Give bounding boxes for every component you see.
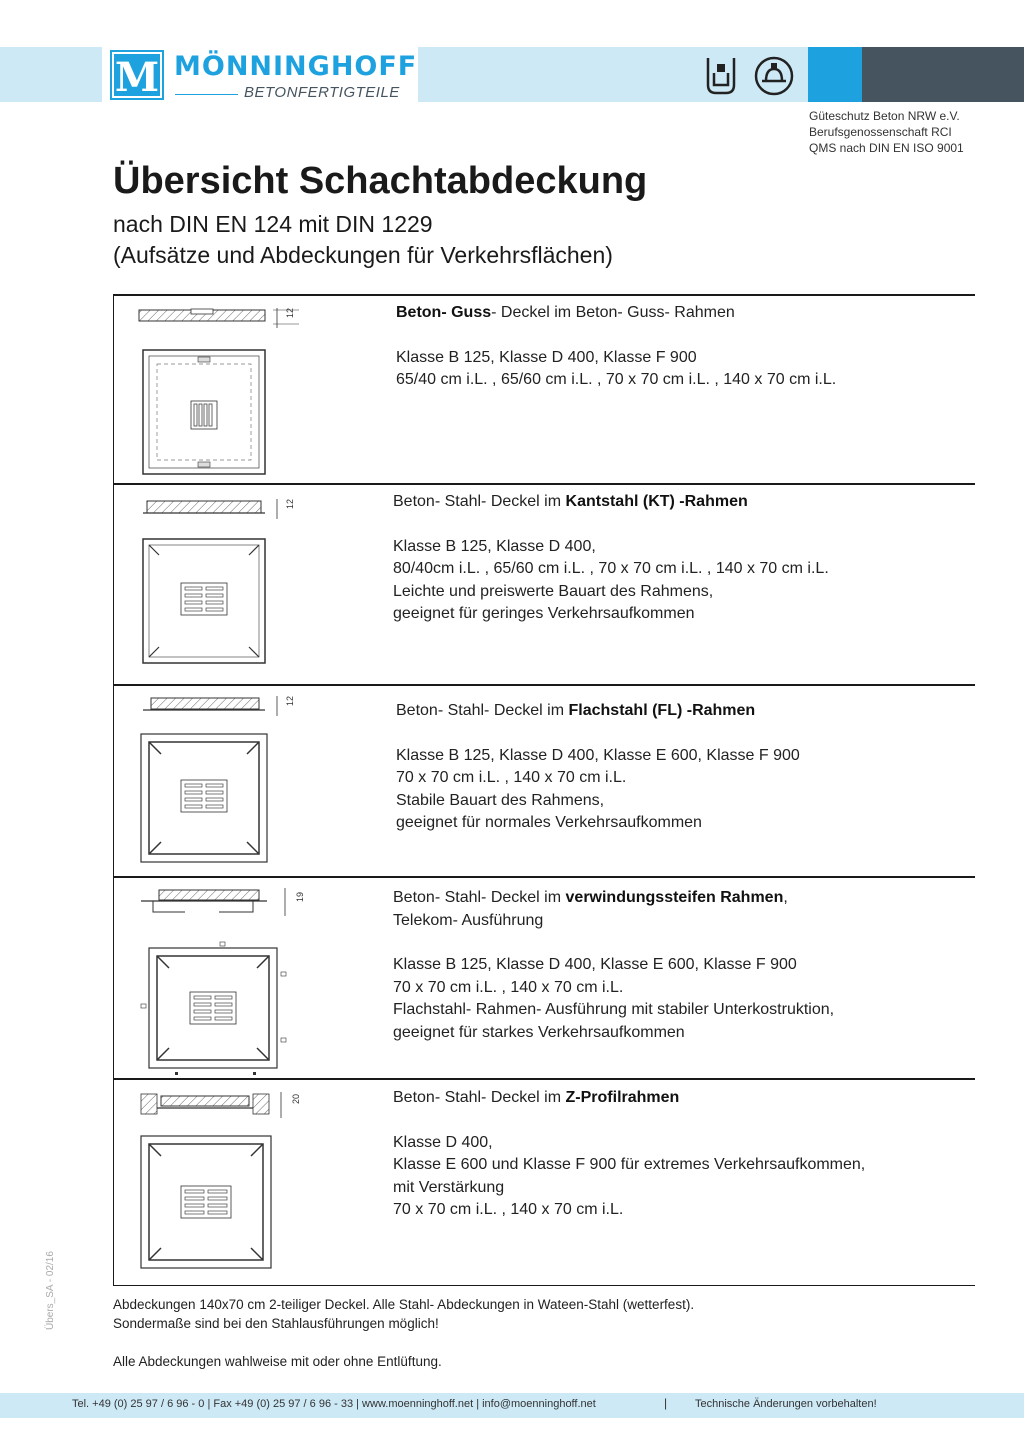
table-row-guss <box>113 296 975 483</box>
row-text-guss <box>396 302 836 392</box>
header-accent-dark <box>862 47 1024 102</box>
spec-line: mit Verstärkung <box>393 1178 505 1196</box>
footnote: Sondermaße sind bei den Stahlausführungen möglich! <box>113 1316 439 1331</box>
heading-text: Beton- Stahl- Deckel im <box>393 1089 566 1106</box>
spec-line: Flachstahl- Rahmen- Ausführung mit stabiler Unterkostruktion, <box>393 1001 835 1018</box>
heading-text: Beton- Stahl- Deckel im <box>396 702 569 719</box>
footer-separator: | <box>664 1396 668 1410</box>
heading-bold: verwindungssteifen Rahmen <box>565 889 784 906</box>
heading-bold: Beton- Guss <box>396 304 492 321</box>
row-text-verwindungssteif <box>393 887 834 1044</box>
spec-line: 80/40cm i.L. , 65/60 cm i.L. , 70 x 70 cm i.L. , 140 x 70 cm i.L. <box>393 560 829 577</box>
logo-letter: M <box>114 54 160 100</box>
spec-line: 70 x 70 cm i.L. , 140 x 70 cm i.L. <box>393 1201 624 1218</box>
footnote: Alle Abdeckungen wahlweise mit oder ohne Entlüftung. <box>113 1354 442 1369</box>
spec-line: 70 x 70 cm i.L. , 140 x 70 cm i.L. <box>396 769 627 786</box>
row-text-zprofil <box>393 1087 865 1222</box>
header-accent-blue <box>808 47 862 102</box>
heading-text: Beton- Stahl- Deckel im <box>393 889 566 906</box>
cover-drawing-kantstahl <box>137 495 317 680</box>
spec-line: geeignet für geringes Verkehrsaufkommen <box>393 605 695 622</box>
heading-bold: Flachstahl (FL) -Rahmen <box>568 702 756 719</box>
spec-line: Stabile Bauart des Rahmens, <box>396 791 605 809</box>
table-row-flachstahl <box>113 686 975 876</box>
spec-line: geeignet für starkes Verkehrsaufkommen <box>393 1023 685 1041</box>
heading-text: Beton- Stahl- Deckel im <box>393 493 566 510</box>
footer-disclaimer: Technische Änderungen vorbehalten! <box>695 1398 877 1410</box>
spec-line: 65/40 cm i.L. , 65/60 cm i.L. , 70 x 70 cm i.L. , 140 x 70 cm i.L. <box>396 371 837 388</box>
dim-label: 19 <box>295 891 305 902</box>
safety-helmet-icon <box>756 58 792 94</box>
row-text-kantstahl <box>393 491 829 626</box>
dim-label: 12 <box>285 307 295 318</box>
cover-drawing-verwindungssteif <box>135 886 320 1076</box>
spec-line: 70 x 70 cm i.L. , 140 x 70 cm i.L. <box>393 978 624 996</box>
cover-drawing-flachstahl <box>137 694 317 874</box>
spec-line: Klasse B 125, Klasse D 400, <box>393 537 596 555</box>
certification-item: Berufsgenossenschaft RCI <box>809 125 952 139</box>
brand-subtitle: BETONFERTIGTEILE <box>244 84 400 101</box>
certification-list <box>809 108 964 156</box>
spec-line: Klasse D 400, <box>393 1133 493 1151</box>
quality-seal-icon <box>708 58 734 93</box>
brand-rule <box>175 94 238 95</box>
subtitle-line: nach DIN EN 124 mit DIN 1229 <box>113 211 433 237</box>
cover-drawing-zprofil <box>137 1088 317 1278</box>
footnotes <box>113 1295 694 1371</box>
heading-bold: Kantstahl (KT) -Rahmen <box>565 493 748 510</box>
logo-m-icon <box>110 50 164 100</box>
subtitle-line: (Aufsätze und Abdeckungen für Verkehrsflächen) <box>113 242 613 268</box>
certification-item: QMS nach DIN EN ISO 9001 <box>809 141 964 155</box>
spec-line: Klasse B 125, Klasse D 400, Klasse E 600, Klasse F 900 <box>393 956 797 973</box>
row-text-flachstahl <box>396 700 800 835</box>
footnote: Abdeckungen 140x70 cm 2-teiliger Deckel. Alle Stahl- Abdeckungen in Wateen-Stahl (wetterfest). <box>113 1297 695 1312</box>
heading-text: - Deckel im Beton- Guss- Rahmen <box>491 304 735 321</box>
spec-line: geeignet für normales Verkehrsaufkommen <box>396 814 702 831</box>
heading-line-2: Telekom- Ausführung <box>393 911 544 929</box>
table-row-zprofil <box>113 1080 975 1285</box>
certification-icons <box>700 55 800 97</box>
spec-line: Klasse B 125, Klasse D 400, Klasse E 600, Klasse F 900 <box>396 746 800 764</box>
dim-label: 12 <box>285 498 295 509</box>
certification-item: Güteschutz Beton NRW e.V. <box>809 109 960 123</box>
footer-contact[interactable]: Tel. +49 (0) 25 97 / 6 96 - 0 | Fax +49 (0) 25 97 / 6 96 - 33 | www.moenninghoff.net | info@moenninghoff.net <box>72 1398 596 1410</box>
page-title: Übersicht Schachtabdeckung <box>113 160 648 202</box>
spec-line: Klasse B 125, Klasse D 400, Klasse F 900 <box>396 348 697 366</box>
table-row-verwindungssteif <box>113 878 975 1078</box>
document-code: Übers_SA - 02/16 <box>45 1251 56 1330</box>
heading-bold: Z-Profilrahmen <box>565 1089 680 1106</box>
dim-label: 20 <box>291 1093 301 1104</box>
cover-drawing-guss <box>137 306 317 481</box>
dim-label: 12 <box>285 695 295 706</box>
spec-line: Leichte und preiswerte Bauart des Rahmens, <box>393 582 714 600</box>
table-row-kantstahl <box>113 485 975 684</box>
heading-text: , <box>783 889 788 906</box>
spec-line: Klasse E 600 und Klasse F 900 für extremes Verkehrsaufkommen, <box>393 1156 866 1173</box>
brand-name: MÖNNINGHOFF <box>174 51 418 82</box>
page-subtitle <box>113 209 613 271</box>
